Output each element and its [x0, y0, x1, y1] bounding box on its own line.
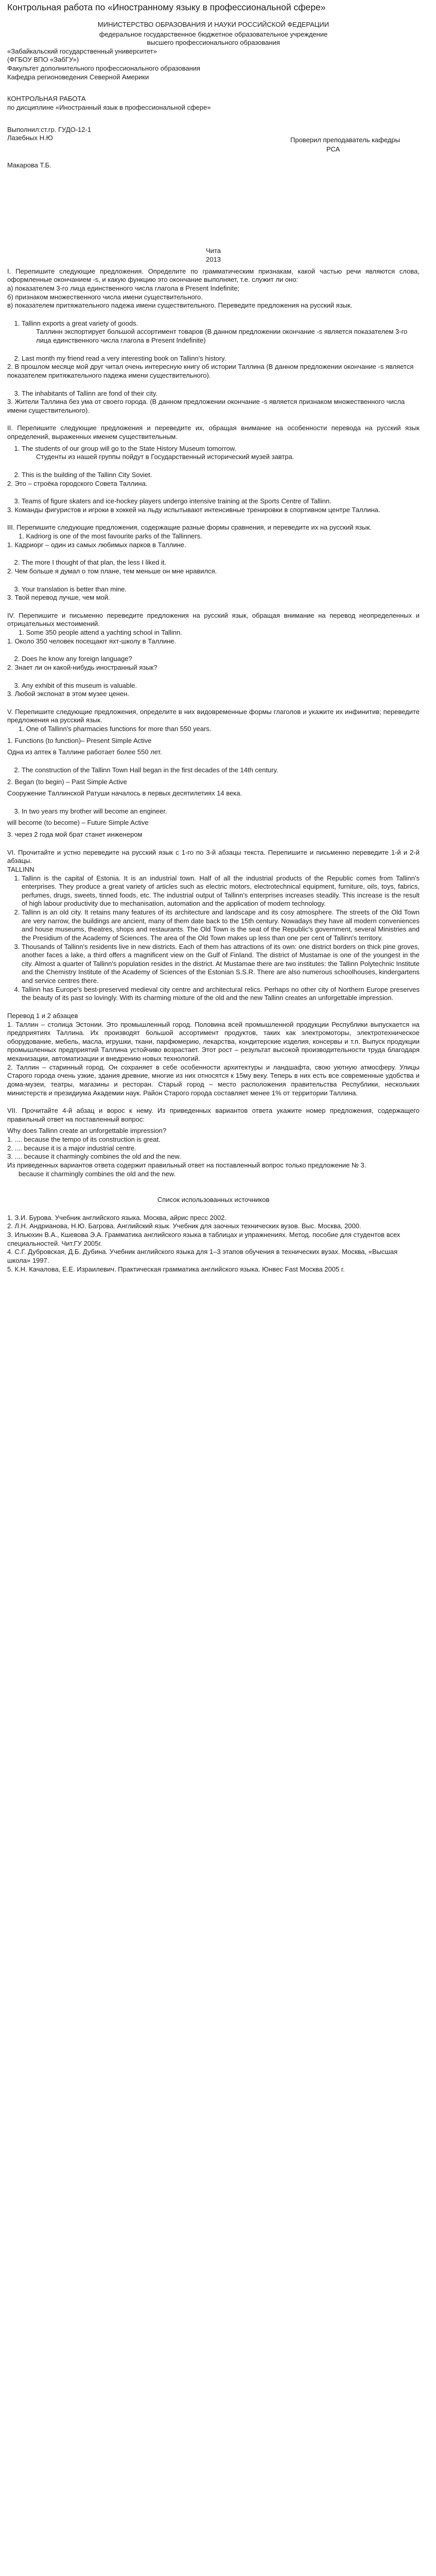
task3-sentence-3-translation: 3. Твой перевод лучше, чем мой. — [7, 594, 110, 602]
task5-heading: V. Перепишите следующие предложения, определите в них видовременные формы глаголов и укажите их инфинитив; переведите предложения на русский язык. — [7, 707, 420, 724]
task4-list-3 — [7, 682, 420, 690]
task2-list-2 — [7, 471, 420, 480]
task3-sentence-3: 3. Your translation is better than mine. — [22, 585, 420, 594]
agency-line-1: федеральное государственное бюджетное образовательное учреждение — [99, 30, 328, 38]
text-paragraph-3: 3. Thousands of Tallinn's residents live in new districts. Each of them has attractions of its own: one district borders on thick pine groves, another faces a lake, a third offers a magnificent view on the Gulf of Finland. The district of Mustamae is one of the youngest in the city. Almost a quarter of Tallinn's population resides in the district. At Mustamae there are two institutes: the Tallinn Polytechnic Institute and the Chemistry Institute of the Academy of Sciences of the Estonian S.S.R. There are also numerous schoolhouses, kindergartens and service centres there. — [22, 943, 420, 986]
text-title: TALLINN — [7, 865, 34, 873]
text-paragraph-4: 4. Tallinn has Europe's best-preserved medieval city centre and architectural relics. Perhaps no other city of Northern Europe preserves the beauty of its past so lovingly. With its charming mixture of the old and the new Tallinn creates an unforgettable impression. — [22, 986, 420, 1003]
student-group: Выполнил:ст.гр. ГУДО-12-1 — [7, 125, 92, 133]
task6-heading: VI. Прочитайте и устно переведите на русский язык с 1-го по 3-й абзацы текста. Перепишите и письменно переведите 1-й и 2-й абзацы. — [7, 848, 420, 865]
task7-question: Why does Tallinn create an unforgettable impression? — [7, 1127, 167, 1135]
work-kind: КОНТРОЛЬНАЯ РАБОТА — [7, 95, 86, 103]
year: 2013 — [206, 256, 221, 263]
task3-list-2 — [7, 558, 420, 567]
reference-4: 4. С.Г. Дубровская, Д.Б. Дубина. Учебник английского языка для 1–3 этапов обучения в технических вузах. Москва, «Высшая школа» 1997. — [7, 1248, 398, 1264]
task1-sentence-1: 1. Tallinn exports a great variety of goods. — [22, 319, 420, 328]
task7-answer: Из приведенных вариантов ответа содержит правильный ответ на поставленный вопрос только предложение № 3. — [7, 1161, 367, 1169]
task1-option-b: б) признаком множественного числа имени существительного. — [7, 293, 203, 301]
reference-3: 3. Ильюхин В.А., Кшевова Э.А. Грамматика английского языка в таблицах и упражнениях. Метод. пособие для студентов всех специальностей. Чит.ГУ 2005г. — [7, 1231, 400, 1247]
task7-option-1: 1. .... because the tempo of its construction is great. — [7, 1136, 161, 1143]
work-discipline: по дисциплине «Иностранный язык в профессиональной сфере» — [7, 103, 211, 111]
student-name: Лазебных Н.Ю — [7, 134, 53, 142]
reference-1: 1. З.И. Бурова. Учебник английского языка. Москва, айрис пресс 2002. — [7, 1213, 227, 1222]
text-paragraphs — [7, 874, 420, 1003]
task1-sentence-1-translation: Таллинн экспортирует большой ассортимент товаров (В данном предложении окончание -s является показателем 3-го лица единственного числа глагола в Present Indefinite) — [36, 328, 408, 344]
task7-option-2: 2. .... because it is a major industrial centre. — [7, 1144, 136, 1152]
task1-list-3 — [7, 389, 420, 398]
task4-sentence-1-translation: 1. Около 350 человек посещают яхт-школу в Таллине. — [7, 637, 177, 645]
task5-sentence-1-form: 1. Functions (to function)– Present Simple Active — [7, 736, 152, 744]
task1-sentence-2-translation: 2. В прошлом месяце мой друг читал очень интересную книгу об истории Таллина (В данном предложении окончание -s является показателем притяжательного падежа имени существительного). — [7, 363, 414, 379]
task1-list-2 — [7, 354, 420, 363]
task5-sentence-3-form: will become (to become) – Future Simple Active — [7, 819, 149, 827]
task2-sentence-1-translation: Студенты из нашей группы пойдут в Государственный исторический музей завтра. — [36, 453, 294, 461]
task5-list-3 — [7, 807, 420, 816]
checker-name: Макарова Т.Б. — [7, 161, 51, 169]
task1-sentence-2: 2. Last month my friend read a very interesting book on Tallinn's history. — [22, 354, 420, 363]
checker-dept: РСА — [326, 145, 340, 153]
reference-5: 5. К.Н. Качалова, Е.Е. Израилевич. Практическая грамматика английского языка. Юнвес Fast Москва 2005 г. — [7, 1265, 345, 1273]
task4-sentence-2-translation: 2. Знает ли он какой-нибудь иностранный язык? — [7, 663, 158, 671]
task2-list — [7, 445, 420, 453]
task1-sentence-3-translation: 3. Жители Таллина без ума от своего города. (В данном предложении окончание -s является признаком множественного числа имени существительного). — [7, 398, 405, 414]
city: Чита — [206, 247, 221, 255]
task1-option-c: в) показателем притяжательного падежа имени существительного. Переведите предложения на русский язык. — [7, 301, 353, 310]
task5-sentence-2-translation: Сооружение Таллинской Ратуши началось в первых десятилетиях 14 века. — [7, 789, 242, 798]
task5-sentence-2-form: 2. Began (to begin) – Past Simple Active — [7, 777, 127, 786]
task4-list-2 — [7, 655, 420, 664]
task3-heading: III. Перепишите следующие предложения, содержащие разные формы сравнения, и переведите их на русский язык. — [7, 523, 372, 532]
faculty-name: Факультет дополнительного профессионального образования — [7, 64, 201, 72]
task7-answer-text: because it charmingly combines the old and the new. — [19, 1170, 176, 1178]
agency-line-2: высшего профессионального образования — [147, 39, 280, 47]
task1-list — [7, 319, 420, 328]
task1-option-a: а) показателем 3-го лица единственного числа глагола в Present Indefinite; — [7, 284, 240, 292]
task4-sentence-3: 3. Any exhibit of this museum is valuable. — [22, 682, 420, 690]
task2-sentence-2: 2. This is the building of the Tallinn City Soviet. — [22, 471, 420, 480]
task5-sentence-3: 3. In two years my brother will become an engineer. — [22, 807, 420, 816]
department-name: Кафедра регионоведения Северной Америки — [7, 73, 149, 81]
task5-sentence-3-translation: 3. через 2 года мой брат станет инженером — [7, 831, 143, 838]
task3-sentence-1-translation: 1. Кадриорг – один из самых любимых парков в Таллине. — [7, 540, 186, 549]
task2-sentence-2-translation: 2. Это – строёка городского Совета Таллина. — [7, 479, 148, 487]
task1-sentence-3: 3. The inhabitants of Tallinn are fond of their city. — [22, 389, 420, 398]
task2-sentence-3-translation: 3. Команды фигуристов и игроки в хоккей на льду испытывают интенсивные тренировки в спортивном центре Таллина. — [7, 505, 380, 514]
task7-option-3: 3. .... because it charmingly combines the old and the new. — [7, 1153, 181, 1161]
reference-2: 2. Л.Н. Андрианова, Н.Ю. Багрова. Английский язык. Учебник для заочных технических вузов. Выс. Москва, 2000. — [7, 1222, 361, 1230]
task3-list-3 — [7, 585, 420, 594]
university-abbr: (ФГБОУ ВПО «ЗабГУ») — [7, 56, 79, 64]
task5-sentence-2: 2. The construction of the Tallinn Town Hall began in the first decades of the 14th century. — [22, 766, 420, 775]
task2-sentence-3: 3. Teams of figure skaters and ice-hockey players undergo intensive training at the Sports Centre of Tallinn. — [22, 497, 420, 506]
task5-list-2 — [7, 766, 420, 775]
translation-paragraph-1: 1. Таллин – столица Эстонии. Это промышленный город. Половина всей промышленной продукции Республики выпускается на предприятиях Таллина. Их производят большой ассортимент продуктов, таких как электромоторы, электротехническое оборудование, мебель, масла, игрушки, ткани, парфюмерию, лекарства, кондитерские изделия, консервы и т.п. Выпуск продукции промышленных предприятий Таллина устойчиво возрастает. Этот рост – результат высокой производительности труда благодаря механизации, автоматизации и внедрению новых технологий. — [7, 1020, 420, 1062]
task5-sentence-1: 1. One of Tallinn's pharmacies functions for more than 550 years. — [19, 725, 212, 733]
task3-sentence-1: 1. Kadriorg is one of the most favourite parks of the Tallinners. — [19, 532, 202, 540]
task1-heading: I. Перепишите следующие предложения. Определите по грамматическим признакам, какой частью речи являются слова, оформленные окончанием -s, и какую функцию это окончание выполняет, т.е. служит ли оно: — [7, 267, 420, 284]
task4-sentence-3-translation: 3. Любой экспонат в этом музее ценен. — [7, 690, 129, 698]
task2-list-3 — [7, 497, 420, 506]
task5-sentence-1-translation: Одна из аптек в Таллине работает более 550 лет. — [7, 748, 162, 756]
task2-sentence-1: 1. The students of our group will go to the State History Museum tomorrow. — [22, 445, 420, 453]
task2-heading: II. Перепишите следующие предложения и переведите их, обращая внимание на особенности перевода на русский язык определений, выраженных именем существительным. — [7, 424, 420, 440]
task4-heading: IV. Перепишите и письменно переведите предложения на русский язык, обращая внимание на перевод неопределенных и отрицательных местоимений. — [7, 611, 420, 628]
translation-paragraph-2: 2. Таллин – старинный город. Он сохраняет в себе особенности архитектуры и ландшафта, свою уютную атмосферу. Улицы Старого города очень узкие, здания древние, многие из них относятся к 15му веку. Теперь в них есть все современные удобства и дома-музеи, театры, магазины и ресторан. Старый город – место расположения правительства Республики, нескольких министерств и президиума Академии наук. Район Старого города составляет менее 1% от территории Таллина. — [7, 1063, 420, 1097]
task4-sentence-2: 2. Does he know any foreign language? — [22, 655, 420, 664]
checker-line: Проверил преподаватель кафедры — [290, 135, 400, 144]
references-heading: Список использованных источников — [157, 1196, 270, 1204]
document-title: Контрольная работа по «Иностранному языку в профессиональной сфере» — [7, 2, 326, 12]
text-paragraph-1: 1. Tallinn is the capital of Estonia. It is an industrial town. Half of all the industrial products of the Republic comes from Tallinn's enterprises. They produce a great variety of articles such as electric motors, electrotechnical equipment, furniture, oils, toys, fabrics, perfumes, drugs, sweets, tinned foods, etc. The industrial output of Tallinn's enterprises increases steadily. This increase is the result of high labour productivity due to mechanisation, automation and the application of modern technology. — [22, 874, 420, 909]
task3-sentence-2-translation: 2. Чем больше я думал о том плане, тем меньше он мне нравился. — [7, 567, 217, 575]
task7-heading: VII. Прочитайте 4-й абзац и ворос к нему. Из приведенных вариантов ответа укажите номер предложения, содержащего правильный ответ на поставленный вопрос: — [7, 1107, 420, 1123]
task3-sentence-2: 2. The more I thought of that plan, the less I liked it. — [22, 558, 420, 567]
university-name: «Забайкальский государственный университет» — [7, 47, 157, 55]
text-paragraph-2: 2. Tallinn is an old city. It retains many features of its architecture and landscape and its cosy atmosphere. The streets of the Old Town are very narrow, the buildings are ancient, many of them date back to the 15th century. Nowadays they have all modern conveniences and house museums, theatres, shops and restaurants. The Old Town is the seat of the Republic's government, several Ministries and the Presidium of the Academy of Sciences. The area of the Old Town makes up less than one per cent of Tallinn's territory. — [22, 908, 420, 943]
task4-sentence-1: 1. Some 350 people attend a yachting school in Tallinn. — [19, 629, 182, 636]
translation-heading: Перевод 1 и 2 абзацев — [7, 1011, 78, 1020]
ministry-line: МИНИСТЕРСТВО ОБРАЗОВАНИЯ И НАУКИ РОССИЙСКОЙ ФЕДЕРАЦИИ — [97, 20, 329, 28]
